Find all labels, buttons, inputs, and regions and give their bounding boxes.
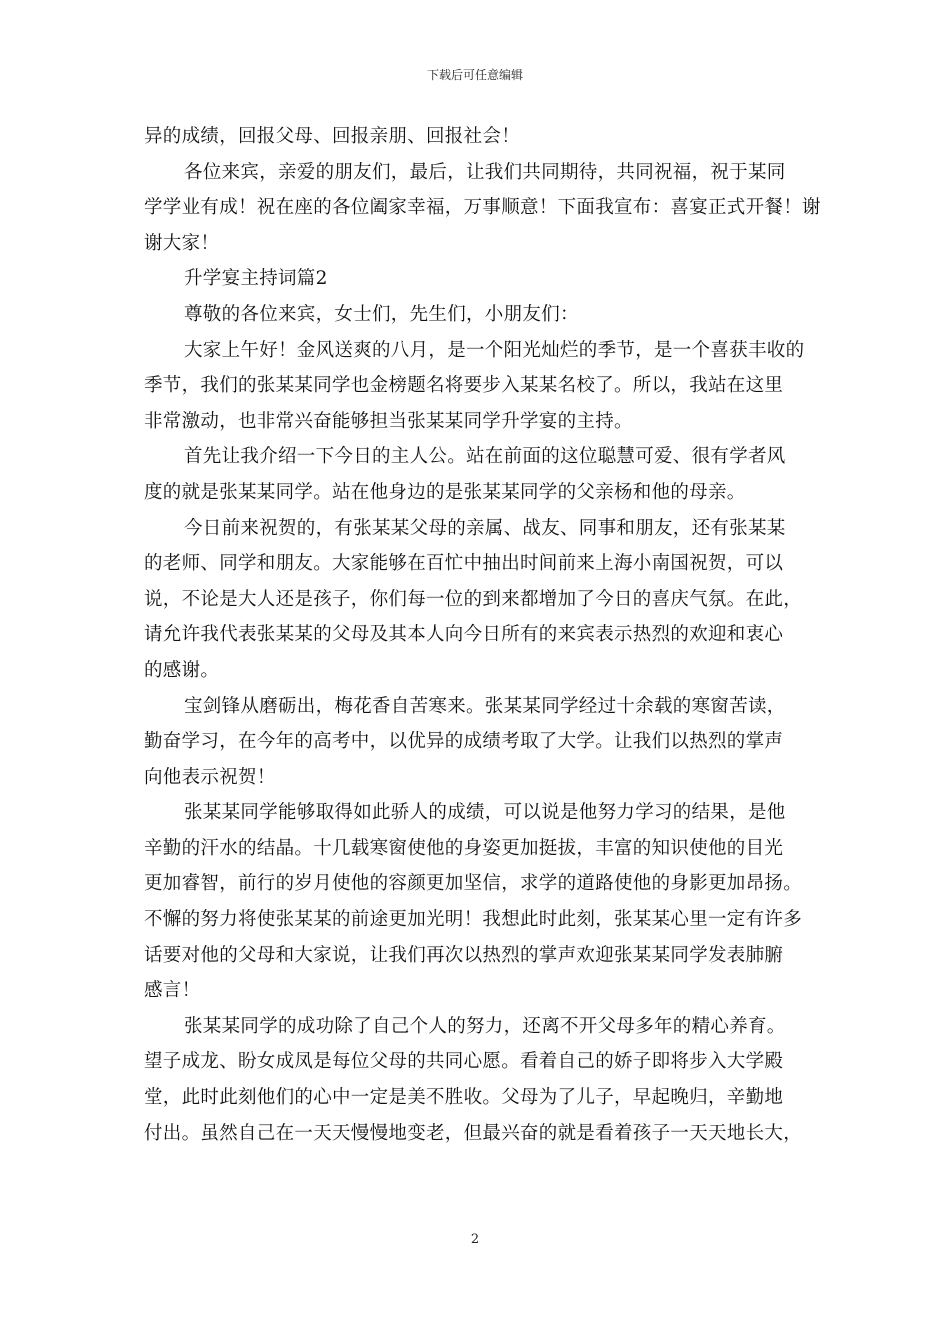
text-line: 感言！: [144, 980, 201, 1002]
page-number: 2: [470, 1232, 480, 1247]
text-line: 升学宴主持词篇2: [184, 268, 328, 290]
text-line: 非常激动，也非常兴奋能够担当张某某同学升学宴的主持。: [144, 410, 633, 432]
text-line: 勤奋学习，在今年的高考中，以优异的成绩考取了大学。让我们以热烈的掌声: [144, 731, 784, 753]
text-line: 首先让我介绍一下今日的主人公。站在前面的这位聪慧可爱、很有学者风: [184, 446, 786, 468]
text-line: 辛勤的汗水的结晶。十几载寒窗使他的身姿更加挺拔，丰富的知识使他的目光: [144, 837, 784, 859]
text-line: 学学业有成！祝在座的各位阖家幸福，万事顺意！下面我宣布：喜宴正式开餐！谢: [144, 197, 821, 219]
text-line: 说，不论是大人还是孩子，你们每一位的到来都增加了今日的喜庆气氛。在此，: [144, 588, 803, 610]
text-line: 各位来宾，亲爱的朋友们，最后，让我们共同期待，共同祝福，祝于某同: [184, 161, 786, 183]
text-line: 宝剑锋从磨砺出，梅花香自苦寒来。张某某同学经过十余载的寒窗苦读，: [184, 695, 786, 717]
text-line: 季节，我们的张某某同学也金榜题名将要步入某某名校了。所以，我站在这里: [144, 375, 784, 397]
text-line: 向他表示祝贺！: [144, 766, 276, 788]
text-line: 谢大家！: [144, 232, 220, 254]
text-line: 不懈的努力将使张某某的前途更加光明！我想此时此刻，张某某心里一定有许多: [144, 909, 803, 931]
text-line: 更加睿智，前行的岁月使他的容颜更加坚信，求学的道路使他的身影更加昂扬。: [144, 873, 803, 895]
text-line: 话要对他的父母和大家说，让我们再次以热烈的掌声欢迎张某某同学发表肺腑: [144, 944, 784, 966]
text-line: 尊敬的各位来宾，女士们，先生们，小朋友们：: [184, 303, 579, 325]
text-line: 张某某同学能够取得如此骄人的成绩，可以说是他努力学习的结果，是他: [184, 802, 786, 824]
text-line: 请允许我代表张某某的父母及其本人向今日所有的来宾表示热烈的欢迎和衷心: [144, 624, 784, 646]
page-header: 下载后可任意编辑: [426, 68, 523, 82]
text-line: 的老师、同学和朋友。大家能够在百忙中抽出时间前来上海小南国祝贺，可以: [144, 553, 784, 575]
text-line: 付出。虽然自己在一天天慢慢地变老，但最兴奋的就是看着孩子一天天地长大，: [144, 1122, 803, 1144]
text-line: 度的就是张某某同学。站在他身边的是张某某同学的父亲杨和他的母亲。: [144, 481, 746, 503]
text-line: 大家上午好！金风送爽的八月，是一个阳光灿烂的季节，是一个喜获丰收的: [184, 339, 805, 361]
text-line: 堂，此时此刻他们的心中一定是美不胜收。父母为了儿子，早起晚归，辛勤地: [144, 1087, 784, 1109]
text-line: 的感谢。: [144, 659, 220, 681]
text-line: 张某某同学的成功除了自己个人的努力，还离不开父母多年的精心养育。: [184, 1015, 786, 1037]
text-line: 今日前来祝贺的，有张某某父母的亲属、战友、同事和朋友，还有张某某: [184, 517, 786, 539]
text-line: 望子成龙、盼女成凤是每位父母的共同心愿。看着自己的娇子即将步入大学殿: [144, 1051, 784, 1073]
text-line: 异的成绩，回报父母、回报亲朋、回报社会！: [144, 126, 521, 147]
document-body: [144, 119, 821, 1151]
